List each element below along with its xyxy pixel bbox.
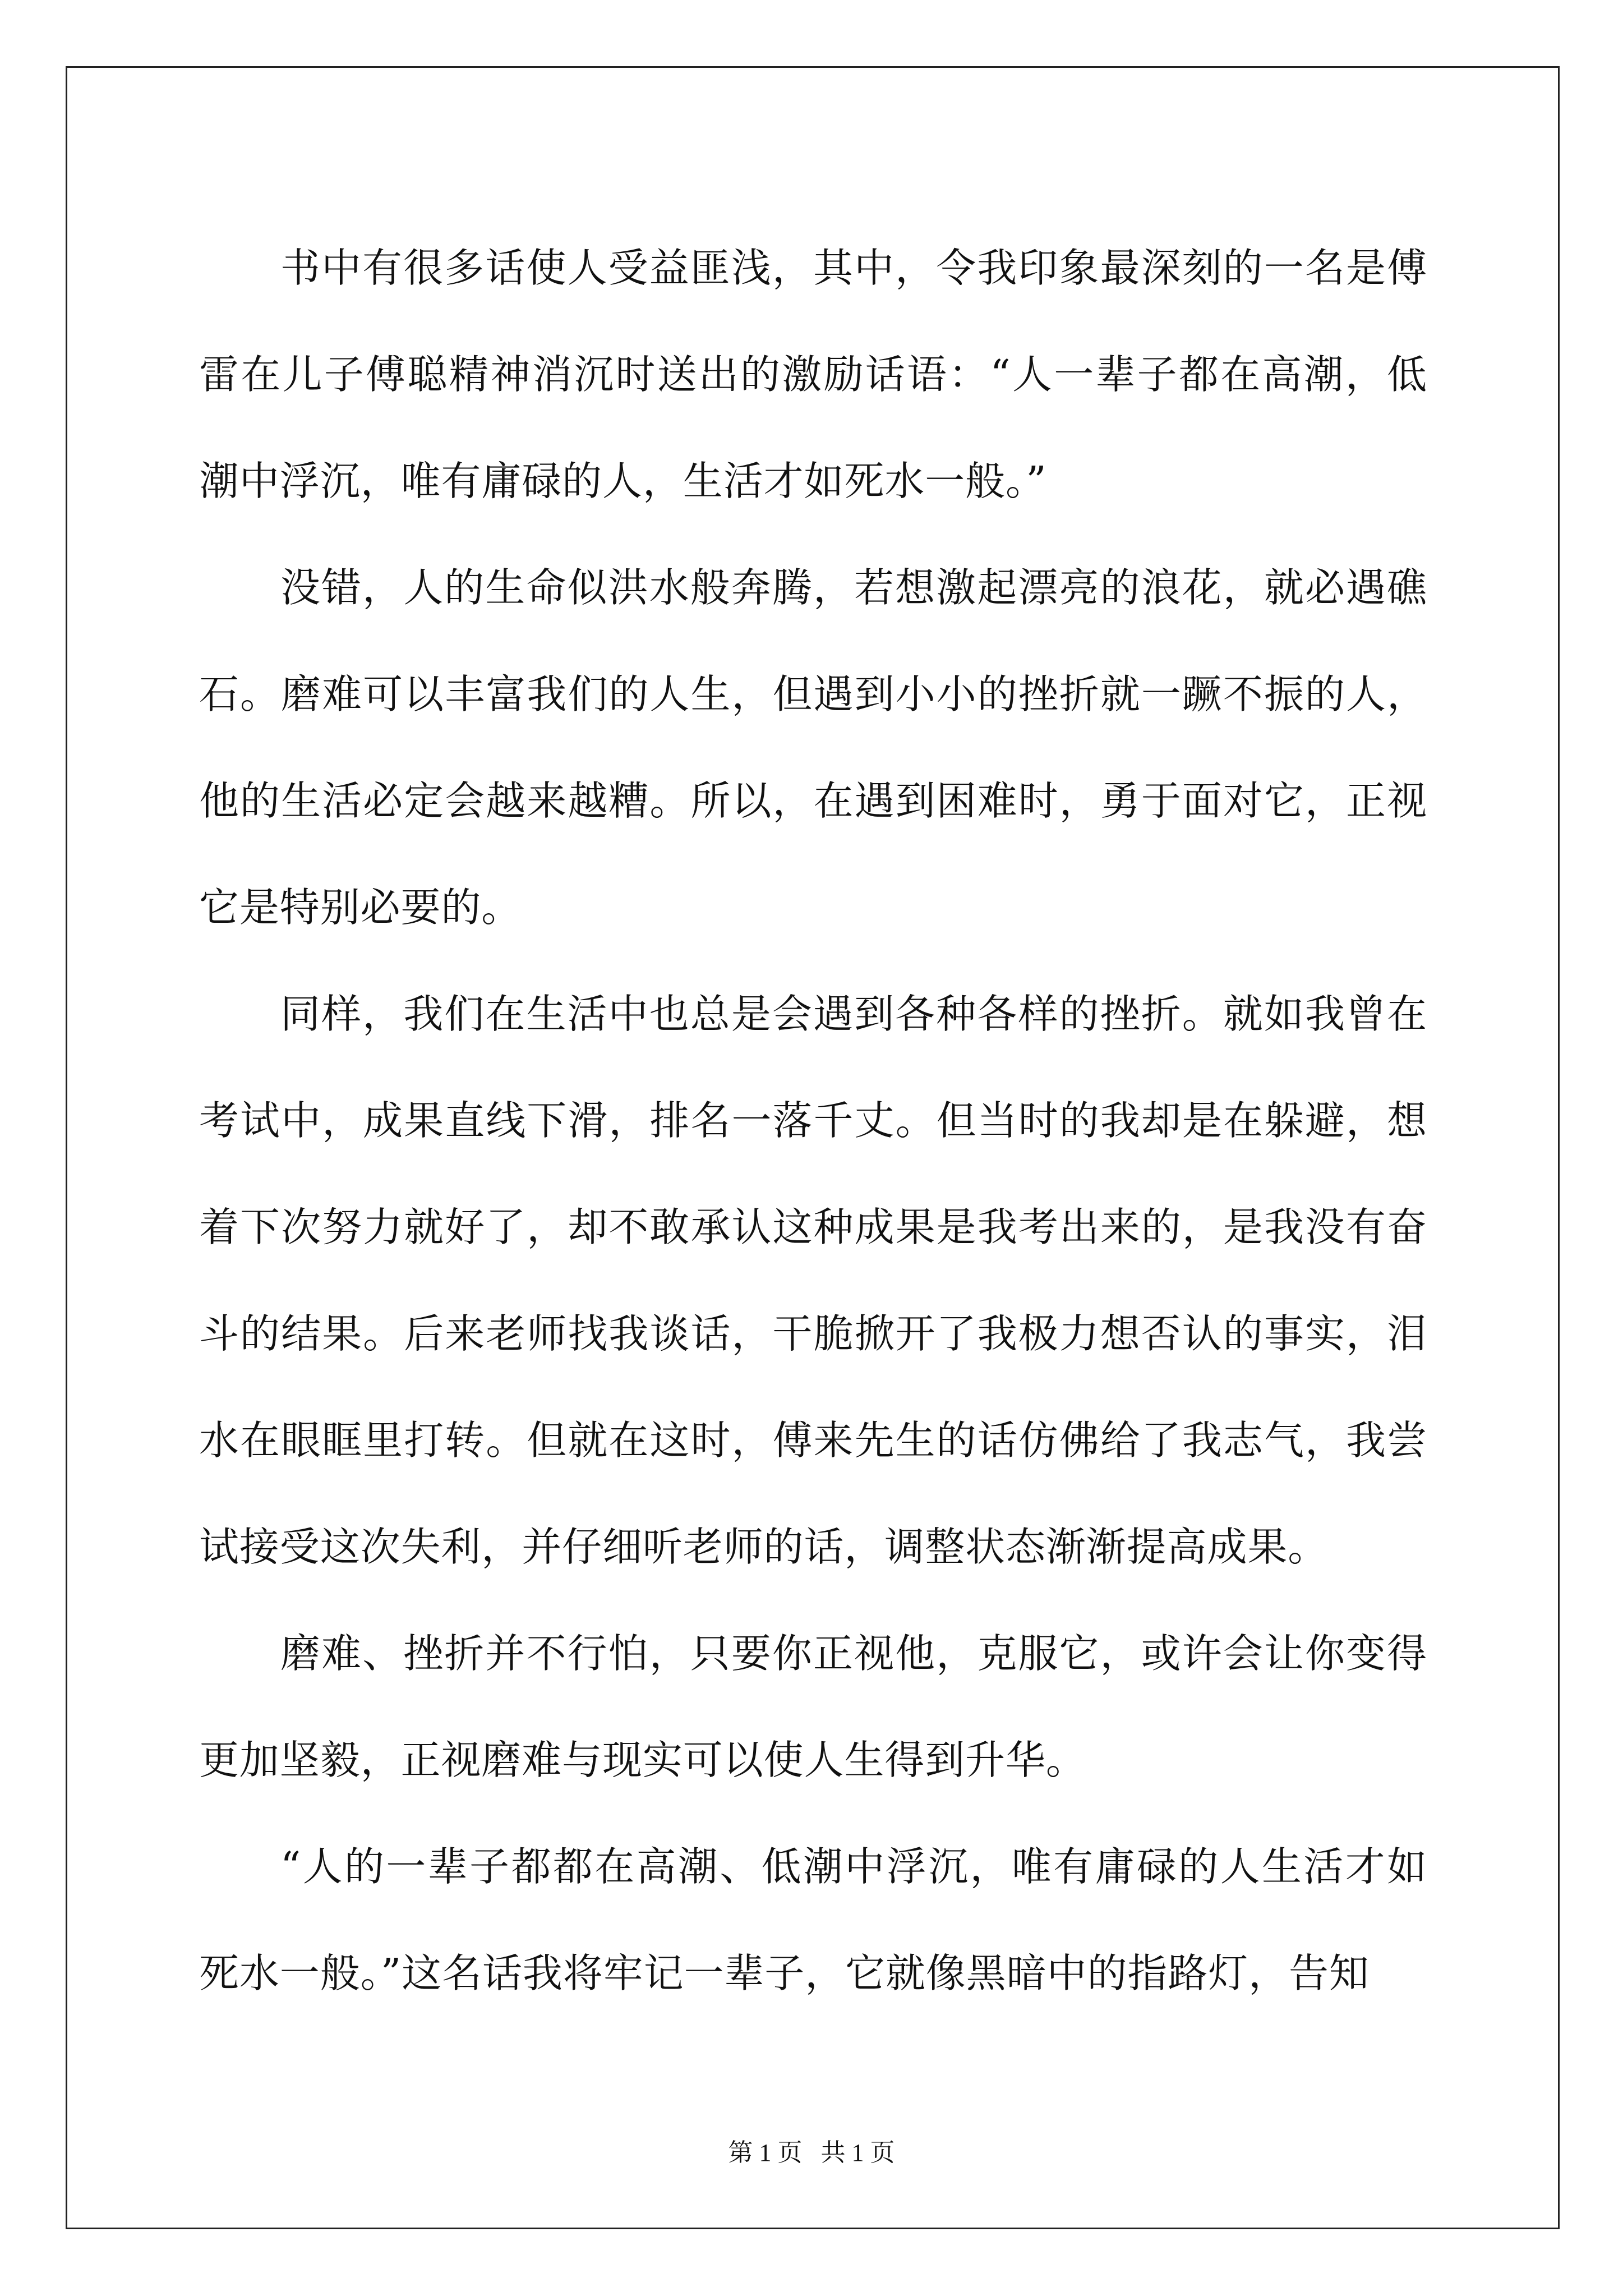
- paragraph-5: “人的一辈子都都在高潮、低潮中浮沉，唯有庸碌的人生活才如死水一般。”这名话我将牢记一辈子，它就像黑暗中的指路灯，告知: [199, 1843, 1427, 1996]
- paragraph-3: 同样，我们在生活中也总是会遇到各种各样的挫折。就如我曾在考试中，成果直线下滑，排名一落千丈。但当时的我却是在躲避，想着下次努力就好了，却不敢承认这种成果是我考出来的，是我没有奋斗的结果。后来老师找我谈话，干脆掀开了我极力想否认的事实，泪水在眼眶里打转。但就在这时，傅来先生的话仿佛给了我志气，我尝试接受这次失利，并仔细听老师的话，调整状态渐渐提高成果。: [199, 991, 1427, 1570]
- paragraph-2: 没错，人的生命似洪水般奔腾，若想激起漂亮的浪花，就必遇礁石。磨难可以丰富我们的人生，但遇到小小的挫折就一蹶不振的人，他的生活必定会越来越糟。所以，在遇到困难时，勇于面对它，正视它是特别必要的。: [199, 564, 1427, 931]
- page-number: 第 1 页: [728, 2139, 803, 2166]
- paragraph-1: 书中有很多话使人受益匪浅，其中，令我印象最深刻的一名是傅雷在儿子傅聪精神消沉时送出的激励话语：“人一辈子都在高潮，低潮中浮沉，唯有庸碌的人，生活才如死水一般。”: [199, 245, 1427, 504]
- paragraph-4: 磨难、挫折并不行怕，只要你正视他，克服它，或许会让你变得更加坚毅，正视磨难与现实可以使人生得到升华。: [199, 1630, 1427, 1783]
- page-footer: [0, 2136, 1623, 2170]
- page-total: 共 1 页: [820, 2139, 895, 2166]
- document-body: [199, 215, 1427, 2027]
